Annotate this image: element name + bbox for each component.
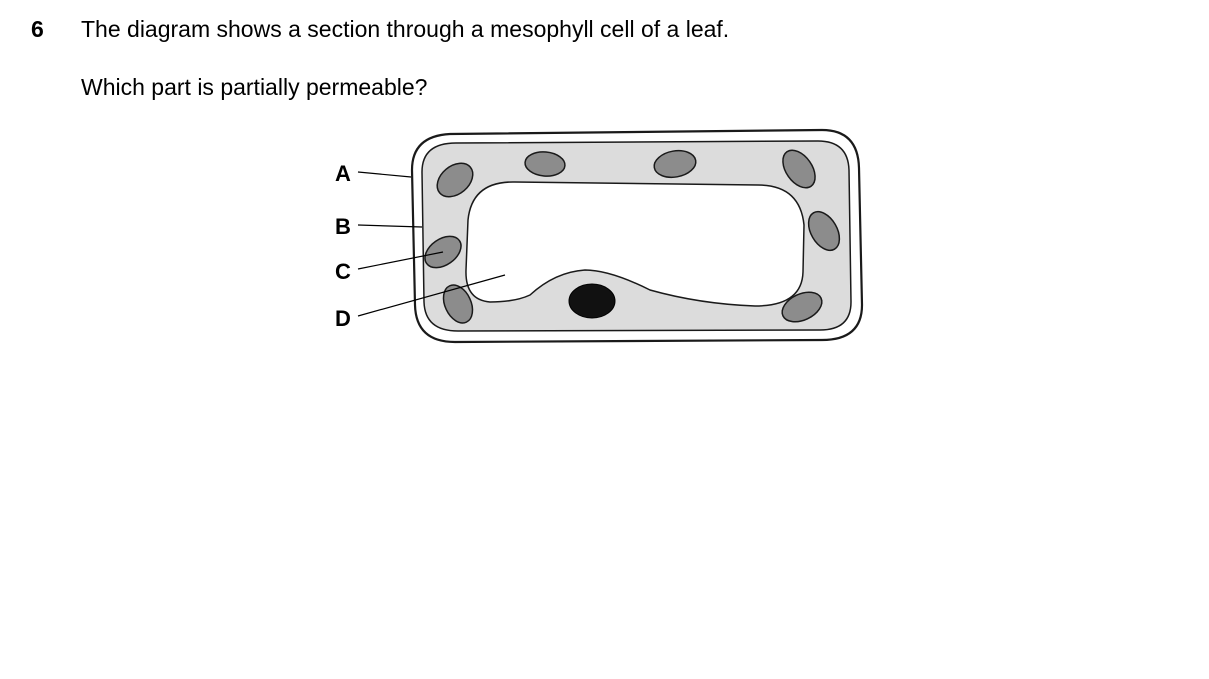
nucleus <box>569 284 615 318</box>
question-stem: The diagram shows a section through a mesophyll cell of a leaf. <box>81 16 730 42</box>
label-b: B <box>335 214 351 239</box>
question-number: 6 <box>31 16 44 42</box>
question-prompt: Which part is partially permeable? <box>81 74 428 100</box>
label-c: C <box>335 259 351 284</box>
label-a: A <box>335 161 351 186</box>
label-d: D <box>335 306 351 331</box>
leader-line-a <box>358 172 411 177</box>
